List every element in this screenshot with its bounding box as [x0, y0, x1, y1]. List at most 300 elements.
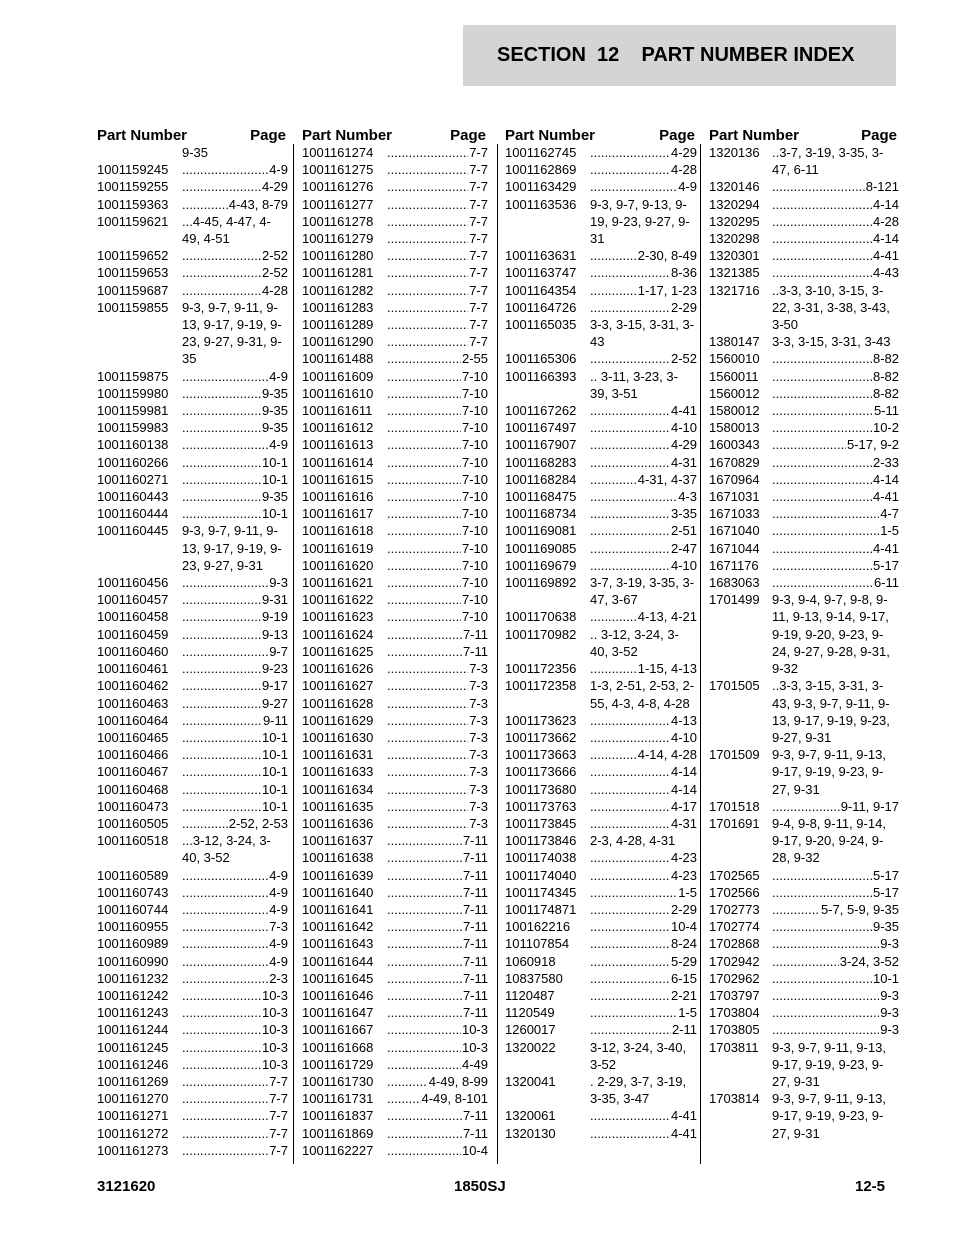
part-number: 1001160589 [97, 867, 169, 883]
index-entry [709, 333, 899, 350]
part-number: 1703811 [709, 1039, 759, 1055]
index-entry [505, 849, 697, 866]
dot-leader [387, 643, 462, 660]
dot-leader [182, 419, 261, 436]
dot-leader [772, 471, 872, 488]
dot-leader [387, 522, 461, 539]
dot-leader [590, 729, 670, 746]
dot-leader [590, 402, 670, 419]
part-number: 101107854 [505, 936, 570, 952]
index-entry [709, 144, 899, 178]
page-reference: 8-82 [872, 351, 899, 367]
dot-leader [590, 712, 670, 729]
dot-leader [387, 144, 468, 161]
page-reference: .. 3-12, 3-24, 3-40, 3-52 [590, 626, 679, 659]
part-number: 1001160468 [97, 781, 169, 797]
index-entry [302, 591, 488, 608]
part-number: 1001160989 [97, 936, 169, 952]
part-number: 1001160473 [97, 798, 169, 814]
page-reference: 10-3 [261, 1039, 288, 1055]
index-entry [97, 626, 288, 643]
dot-leader [590, 781, 670, 798]
dot-leader [772, 798, 840, 815]
page-reference: 9-7 [269, 643, 288, 659]
part-number: 1001173623 [505, 712, 577, 728]
part-number: 1001161621 [302, 575, 374, 591]
page-reference: 8-36 [670, 265, 697, 281]
part-number: 1001168283 [505, 454, 577, 470]
part-number: 1001159875 [97, 368, 169, 384]
part-number: 1001161270 [97, 1091, 169, 1107]
part-number: 1001173846 [505, 833, 577, 849]
part-number-heading: Part Number [505, 127, 596, 144]
page-reference: 10-3 [261, 1022, 288, 1038]
dot-leader [772, 867, 872, 884]
part-number: 1001161623 [302, 609, 374, 625]
part-number: 1320136 [709, 145, 760, 160]
dot-leader [182, 953, 268, 970]
page-reference: 7-7 [269, 1125, 288, 1141]
part-number: 1001161731 [302, 1091, 374, 1107]
dot-leader [182, 695, 261, 712]
index-entry [302, 282, 488, 299]
index-entry [505, 522, 697, 539]
index-entry [302, 849, 488, 866]
dot-leader [590, 953, 670, 970]
dot-leader [387, 419, 461, 436]
part-number: 1001161611 [302, 403, 373, 419]
dot-leader [387, 574, 461, 591]
page-reference: 9-17 [261, 678, 288, 694]
dot-leader [387, 1021, 461, 1038]
part-number: 1001160271 [97, 471, 169, 487]
dot-leader [387, 488, 461, 505]
part-number: 1001173763 [505, 798, 577, 814]
index-entry [302, 402, 488, 419]
page-reference: ...3-12, 3-24, 3-40, 3-52 [182, 833, 271, 866]
part-number: 1001161641 [302, 901, 374, 917]
part-number: 1001160138 [97, 437, 169, 453]
index-entry [97, 901, 288, 918]
index-entry [709, 471, 899, 488]
dot-leader [182, 488, 261, 505]
page-reference: 4-9 [678, 179, 697, 195]
page-reference: 7-11 [462, 884, 488, 900]
dot-leader [182, 247, 261, 264]
part-number: 1001161646 [302, 987, 374, 1003]
index-entry [709, 867, 899, 884]
part-number: 1001161289 [302, 317, 374, 333]
index-rows [709, 144, 899, 1142]
dot-leader [772, 213, 872, 230]
page-reference: 7-10 [461, 609, 488, 625]
column-header [97, 118, 288, 144]
part-number: 1001160518 [97, 833, 169, 849]
index-entry [709, 436, 899, 453]
page-reference: 4-28 [261, 282, 288, 298]
page-reference: 9-3 [880, 1005, 899, 1021]
part-number: 1001161282 [302, 282, 374, 298]
part-number: 100162216 [505, 919, 571, 935]
page-reference: 7-7 [469, 145, 488, 160]
dot-leader [182, 1039, 261, 1056]
page-heading: Page [659, 127, 695, 144]
page-reference: 7-3 [269, 919, 288, 935]
part-number: 1260017 [505, 1022, 556, 1038]
page-reference: 9-4, 9-8, 9-11, 9-14, 9-17, 9-20, 9-24, 9-28, 9-32 [772, 815, 886, 866]
dot-leader [387, 213, 468, 230]
dot-leader [772, 987, 879, 1004]
index-entry [505, 1004, 697, 1021]
index-entry [505, 368, 697, 402]
index-entry [97, 695, 288, 712]
index-entry [302, 987, 488, 1004]
dot-leader [590, 247, 637, 264]
index-entry [302, 436, 488, 453]
dot-leader [590, 798, 670, 815]
page-reference: 7-7 [269, 1108, 288, 1124]
index-entry [97, 608, 288, 625]
page-reference: 7-7 [269, 1142, 288, 1158]
page-reference: 10-1 [261, 764, 288, 780]
dot-leader [387, 867, 462, 884]
page-reference: 4-31 [670, 815, 697, 831]
index-entry [709, 230, 899, 247]
page-reference: 8-121 [865, 179, 899, 195]
index-entry [709, 574, 899, 591]
page-reference: 10-3 [261, 1005, 288, 1021]
part-number: 1001162745 [505, 145, 577, 160]
dot-leader [590, 299, 670, 316]
index-entry [302, 608, 488, 625]
page-reference: 1-3, 2-51, 2-53, 2-55, 4-3, 4-8, 4-28 [590, 678, 695, 711]
index-entry [302, 643, 488, 660]
page-reference: 9-11 [262, 712, 288, 728]
page-reference: 2-47 [670, 540, 697, 556]
part-number: 1001173662 [505, 729, 577, 745]
page-reference: 4-9 [269, 437, 288, 453]
part-number: 1001161729 [302, 1056, 374, 1072]
index-entry [97, 953, 288, 970]
index-entry [302, 832, 488, 849]
page-reference: 7-11 [462, 936, 488, 952]
part-number: 1001168284 [505, 471, 577, 487]
dot-leader [182, 454, 261, 471]
page-reference: 7-11 [462, 953, 488, 969]
dot-leader [772, 557, 872, 574]
part-number: 1001160444 [97, 506, 169, 522]
part-number: 1001161275 [302, 162, 374, 178]
dot-leader [182, 1090, 268, 1107]
dot-leader [590, 1021, 671, 1038]
dot-leader [387, 402, 461, 419]
page-heading: Page [250, 127, 286, 144]
index-entry [709, 419, 899, 436]
part-number: 1001160464 [97, 712, 169, 728]
part-number: 1060918 [505, 953, 556, 969]
part-number: 1001173845 [505, 815, 577, 831]
index-entry [505, 987, 697, 1004]
dot-leader [182, 677, 261, 694]
page-reference: 7-3 [469, 781, 488, 797]
index-entry [709, 1090, 899, 1142]
index-entry [505, 970, 697, 987]
index-entry [505, 867, 697, 884]
part-number-heading: Part Number [709, 127, 800, 144]
page-reference: 6-11 [873, 575, 899, 591]
section-banner [463, 25, 896, 86]
page-reference: 4-10 [670, 729, 697, 745]
dot-leader [182, 591, 261, 608]
index-entry [97, 918, 288, 935]
dot-leader [387, 935, 462, 952]
page-reference: 5-11 [873, 403, 899, 419]
page-reference: 4-29 [670, 145, 697, 160]
page-reference: 10-4 [670, 919, 697, 935]
page-reference: 7-11 [462, 833, 488, 849]
part-number: 1001161631 [302, 747, 374, 763]
page-reference: 7-11 [462, 1005, 488, 1021]
part-number: 1320130 [505, 1125, 556, 1141]
dot-leader [590, 264, 670, 281]
index-entry [505, 436, 697, 453]
part-number: 1321716 [709, 282, 760, 298]
part-number: 1001160467 [97, 764, 169, 780]
index-entry [302, 540, 488, 557]
dot-leader [182, 1004, 261, 1021]
part-number: 1671176 [709, 557, 759, 573]
page-reference: 5-17 [872, 884, 899, 900]
page-reference: 4-14 [670, 764, 697, 780]
page-reference: 9-3, 9-7, 9-11, 9-13, 9-17, 9-19, 9-23, 9-27, 9-31 [182, 523, 282, 573]
index-entry [709, 557, 899, 574]
part-number: 1001160466 [97, 747, 169, 763]
dot-leader [590, 282, 637, 299]
dot-leader [182, 1142, 268, 1159]
part-number: 1001159855 [97, 299, 169, 315]
index-entry [302, 178, 488, 195]
page-reference: 10-1 [261, 781, 288, 797]
page-reference: 2-52 [261, 265, 288, 281]
page-reference: 4-9 [269, 884, 288, 900]
page-reference: 2-29 [670, 299, 697, 315]
page-reference: 4-14 [872, 231, 899, 247]
page-reference: 7-11 [462, 970, 488, 986]
index-entry [709, 677, 899, 746]
page-reference: ..3-7, 3-19, 3-35, 3-47, 6-11 [772, 145, 884, 178]
index-entry [97, 884, 288, 901]
part-number: 1001167262 [505, 403, 577, 419]
dot-leader [590, 608, 637, 625]
column-header [709, 118, 899, 144]
dot-leader [772, 368, 872, 385]
part-number-heading: Part Number [97, 127, 188, 144]
part-number: 1701691 [709, 815, 760, 831]
index-entry [302, 574, 488, 591]
part-number: 1001169892 [505, 575, 577, 591]
index-entry [97, 935, 288, 952]
page-reference: 2-51 [670, 523, 697, 539]
part-number: 1001160955 [97, 919, 169, 935]
part-number: 1001161634 [302, 781, 374, 797]
index-entry [302, 935, 488, 952]
part-number: 1001161869 [302, 1125, 374, 1141]
dot-leader [182, 660, 261, 677]
index-entry [505, 815, 697, 832]
page-reference: 2-52 [670, 351, 697, 367]
index-entry [97, 522, 288, 574]
index-entry [505, 488, 697, 505]
page-reference: 7-10 [461, 454, 488, 470]
index-entry [709, 522, 899, 539]
dot-leader [772, 970, 872, 987]
dot-leader [772, 522, 879, 539]
page-reference: 7-11 [462, 867, 488, 883]
page-reference: 7-10 [461, 540, 488, 556]
index-entry [97, 213, 288, 247]
part-number: 1001161638 [302, 850, 374, 866]
part-number: 1671040 [709, 523, 760, 539]
index-entry [97, 867, 288, 884]
page-reference: 9-23 [261, 661, 288, 677]
index-entry [709, 350, 899, 367]
part-number: 1001160443 [97, 489, 169, 505]
index-entry [302, 815, 488, 832]
dot-leader [590, 540, 670, 557]
part-number: 1001161618 [302, 523, 374, 539]
index-entry [709, 1004, 899, 1021]
page-reference: 9-35 [261, 420, 288, 436]
page-reference: 5-17 [872, 557, 899, 573]
part-number: 1580013 [709, 420, 760, 436]
page-reference: 4-41 [872, 248, 899, 264]
part-number: 1560012 [709, 385, 760, 401]
index-entry [302, 1056, 488, 1073]
page-reference: 9-19 [261, 609, 288, 625]
dot-leader [387, 557, 461, 574]
index-entry [302, 626, 488, 643]
page-reference: 5-17, 9-2 [846, 437, 899, 453]
page-reference: 5-29 [670, 953, 697, 969]
index-entry [302, 419, 488, 436]
page-reference: 1-5 [880, 523, 899, 539]
part-number: 1001161668 [302, 1039, 374, 1055]
index-entry [97, 1056, 288, 1073]
page-reference: 7-10 [461, 592, 488, 608]
page-reference: 1-17, 1-23 [637, 282, 697, 298]
part-number: 1001163429 [505, 179, 577, 195]
part-number: 1320022 [505, 1039, 556, 1055]
part-number: 1703805 [709, 1022, 760, 1038]
index-entry [505, 763, 697, 780]
page-reference: 9-35 [261, 385, 288, 401]
part-number: 1001159652 [97, 248, 169, 264]
index-entry [709, 505, 899, 522]
page-reference: 2-52, 2-53 [228, 815, 288, 831]
part-number: 1701499 [709, 592, 760, 608]
page-reference: 4-41 [872, 489, 899, 505]
index-entry [505, 626, 697, 660]
index-entry [97, 161, 288, 178]
section-title: PART NUMBER INDEX [641, 44, 855, 66]
part-number: 1001161613 [302, 437, 374, 453]
index-entry [97, 454, 288, 471]
dot-leader [387, 1125, 462, 1142]
dot-leader [387, 1090, 421, 1107]
page-reference: 7-10 [461, 575, 488, 591]
index-entry [505, 402, 697, 419]
part-number: 1001161640 [302, 884, 374, 900]
page-reference: 2-33 [872, 454, 899, 470]
dot-leader [182, 368, 268, 385]
footer-doc-number: 3121620 [97, 1178, 156, 1195]
page-reference: 4-28 [872, 213, 899, 229]
page-reference: 4-9 [269, 368, 288, 384]
part-number: 1001160463 [97, 695, 169, 711]
page-reference: 7-3 [469, 815, 488, 831]
page-reference: 7-3 [469, 678, 488, 694]
index-entry [97, 815, 288, 832]
page-reference: 10-1 [261, 798, 288, 814]
index-entry [97, 643, 288, 660]
part-number: 1001161614 [302, 454, 374, 470]
page-reference: 7-11 [462, 626, 488, 642]
part-number: 1001161232 [97, 970, 169, 986]
dot-leader [387, 1142, 461, 1159]
index-entry [302, 1004, 488, 1021]
dot-leader [182, 918, 268, 935]
part-number: 1120487 [505, 987, 555, 1003]
part-number: 1001160462 [97, 678, 169, 694]
page-reference: 9-3 [269, 575, 288, 591]
dot-leader [182, 781, 261, 798]
part-number: 1001161283 [302, 299, 374, 315]
page-reference: 9-35 [261, 403, 288, 419]
footer-page-number: 12-5 [855, 1178, 886, 1195]
page-reference: 9-3, 9-7, 9-11, 9-13, 9-17, 9-19, 9-23, 9-27, 9-31 [772, 1091, 886, 1141]
index-entry [97, 196, 288, 213]
part-number: 1001160460 [97, 643, 169, 659]
part-number: 1001161622 [302, 592, 374, 608]
part-number: 1001160458 [97, 609, 169, 625]
index-column-3 [505, 118, 697, 1142]
dot-leader [590, 454, 670, 471]
index-entry [302, 1107, 488, 1124]
index-column-1 [97, 118, 288, 1159]
dot-leader [387, 918, 462, 935]
index-entry [302, 729, 488, 746]
dot-leader [182, 1021, 261, 1038]
part-number: 1001163747 [505, 265, 577, 281]
page-reference: 7-3 [469, 764, 488, 780]
index-entry [97, 1125, 288, 1142]
index-entry [97, 264, 288, 281]
dot-leader [772, 540, 872, 557]
part-number: 1001161639 [302, 867, 374, 883]
dot-leader [387, 161, 468, 178]
dot-leader [772, 178, 865, 195]
part-number: 1001161281 [302, 265, 374, 281]
part-number: 1001161629 [302, 712, 374, 728]
part-number: 1702565 [709, 867, 760, 883]
page-reference: 7-10 [461, 368, 488, 384]
index-entry [709, 368, 899, 385]
index-entry [302, 660, 488, 677]
page-reference: 4-14 [670, 781, 697, 797]
part-number: 1702942 [709, 953, 760, 969]
index-entry [505, 161, 697, 178]
part-number: 1001162227 [302, 1142, 374, 1158]
